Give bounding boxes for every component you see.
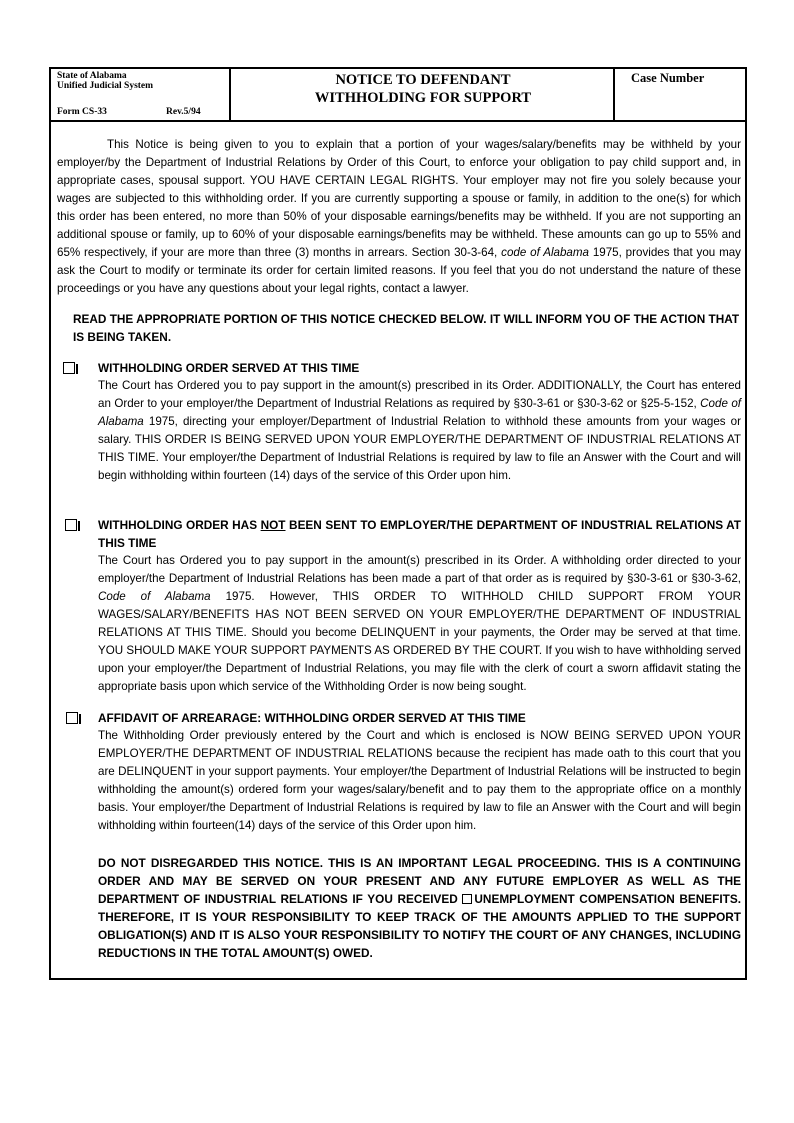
judicial-system-name: Unified Judicial System <box>57 81 154 91</box>
checkbox-not-sent[interactable] <box>65 519 77 531</box>
case-number-cell[interactable] <box>615 69 745 120</box>
not-sent-text-2: 1975. However, THIS ORDER TO WITHHOLD CHILD SUPPORT FROM YOUR WAGES/SALARY/BENEFITS HAS NOT BEEN SERVED ON YOUR EMPLOYER/THE DEPARTMENT OF INDUSTRIAL RELATIONS AT THIS TIME. Should you become DELINQUENT in your payments, the Order may be served at that time. YOU SHOULD MAKE YOUR SUPPORT PAYMENTS AS ORDERED BY THE COURT. If you wish to have withholding served upon your employer/the Department of Industrial Relations, you may file with the clerk of court a sworn affidavit stating the appropriate basis upon which service of the Withholding Order is now being sought. <box>98 590 741 693</box>
not-sent-heading-1: WITHHOLDING ORDER HAS <box>98 518 258 532</box>
court-info-cell <box>51 69 231 120</box>
form-revision: Rev.5/94 <box>166 107 201 117</box>
title-line-1: NOTICE TO DEFENDANT <box>335 72 511 88</box>
served-code-italic: Code of Alabama <box>98 397 741 428</box>
section-served <box>98 359 741 485</box>
intro-text-2: 1975, provides that you may ask the Court to modify or terminate its order for certain limited reasons. If you feel that you do not understand the nature of these proceedings or you have any questions about your legal rights, contact a lawyer. <box>57 246 741 295</box>
not-sent-text-1: The Court has Ordered you to pay support in the amount(s) prescribed in its Order. A withholding order directed to your employer/the Department of Industrial Relations has been made a part of that order as is required by §30-3-61 or §30-3-62, <box>98 554 741 585</box>
served-text-2: 1975, directing your employer/Department of Industrial Relation to withhold these amounts from your wages or salary. THIS ORDER IS BEING SERVED UPON YOUR EMPLOYER/THE DEPARTMENT OF INDUSTRIAL RELATIONS AT THIS TIME. Your employer/the Department of Industrial Relations is required by law to file an Answer with the Court and will begin withholding within fourteen (14) days of the service of this Order upon him. <box>98 415 741 482</box>
not-sent-code-italic: Code of Alabama <box>98 590 211 603</box>
court-info <box>57 71 153 91</box>
title-cell <box>231 69 615 120</box>
not-sent-heading-2: BEEN SENT TO EMPLOYER/THE DEPARTMENT OF INDUSTRIAL RELATIONS AT THIS TIME <box>98 518 742 550</box>
form-title <box>231 71 615 107</box>
section-served-heading: WITHHOLDING ORDER SERVED AT THIS TIME <box>98 361 360 375</box>
section-not-sent <box>98 516 741 696</box>
checkbox-arrearage[interactable] <box>66 712 78 724</box>
form-header <box>51 69 745 122</box>
section-not-sent-body <box>98 552 741 696</box>
form-number: Form CS-33 <box>57 107 107 117</box>
instruction-text: READ THE APPROPRIATE PORTION OF THIS NOTICE CHECKED BELOW. IT WILL INFORM YOU OF THE ACTION THAT IS BEING TAKEN. <box>73 312 740 344</box>
checkbox-served[interactable] <box>63 362 75 374</box>
checkbox-unemployment[interactable] <box>462 894 472 904</box>
section-arrearage-body: The Withholding Order previously entered by the Court and which is enclosed is NOW BEING SERVED UPON YOUR EMPLOYER/THE DEPARTMENT OF INDUSTRIAL RELATIONS because the recipient has made oath to this court that you are DELINQUENT in your support payments. Your employer/the Department of Industrial Relations will be instructed to begin withholding the amount(s) ordered form your wages/salary/benefit and to pay them to the appropriate office on a monthly basis. Your employer/the Department of Industrial Relations is required by law to file an Answer with the Court and will begin withholding within fourteen(14) days of the service of this Order upon him. <box>98 729 741 832</box>
not-sent-heading-not: NOT <box>260 518 286 532</box>
notice-form <box>49 67 747 980</box>
warning-paragraph <box>98 854 741 962</box>
warning-text-2: UNEMPLOYMENT COMPENSATION BENEFITS. THEREFORE, IT IS YOUR RESPONSIBILITY TO KEEP TRACK OF THE AMOUNTS APPLIED TO THE SUPPORT OBLIGATION(S) AND IT IS ALSO YOUR RESPONSIBILITY TO NOTIFY THE COURT OF ANY CHANGES, INCLUDING REDUCTIONS IN THE TOTAL AMOUNT(S) OWED. <box>98 892 741 960</box>
section-served-body <box>98 377 741 485</box>
title-line-2: WITHHOLDING FOR SUPPORT <box>314 90 532 106</box>
served-text-1: The Court has Ordered you to pay support in the amount(s) prescribed in its Order. ADDITIONALLY, the Court has entered an Order to your employer/the Department of Industrial Relations as required by §30-3-61 or §30-3-62 or §25-5-152, <box>98 379 741 410</box>
intro-paragraph <box>57 136 741 298</box>
intro-text-1: This Notice is being given to you to explain that a portion of your wages/salary/benefits may be withheld by your employer/by the Department of Industrial Relations by Order of this Court, to enforce your obligation to pay child support and, in appropriate cases, spousal support. YOU HAVE CERTAIN LEGAL RIGHTS. Your employer may not fire you solely because your wages are subjected to this withholding order. If you are currently supporting a spouse or family, in addition to the one(s) for which this order has been entered, no more than 50% of your disposable earnings/benefits may be withheld. If you are not supporting an additional spouse or family, up to 60% of your disposable earnings/benefits may be withheld. These amounts can go up to 55% and 65% respectively, if your are more than three (3) months in arrears. Section 30-3-64, <box>57 138 741 259</box>
section-arrearage-heading: AFFIDAVIT OF ARREARAGE: WITHHOLDING ORDER SERVED AT THIS TIME <box>98 711 526 725</box>
section-arrearage <box>98 709 741 835</box>
state-name: State of Alabama <box>57 71 127 81</box>
warning-text-1: DO NOT DISREGARDED THIS NOTICE. THIS IS AN IMPORTANT LEGAL PROCEEDING. THIS IS A CONTINUING ORDER AND MAY BE SERVED ON YOUR PRESENT AND ANY FUTURE EMPLOYER AS WELL AS THE DEPARTMENT OF INDUSTRIAL RELATIONS IF YOU RECEIVED <box>98 856 741 906</box>
section-not-sent-heading <box>98 516 741 552</box>
case-number-label: Case Number <box>631 71 705 85</box>
intro-code-italic: code of Alabama <box>501 246 589 259</box>
